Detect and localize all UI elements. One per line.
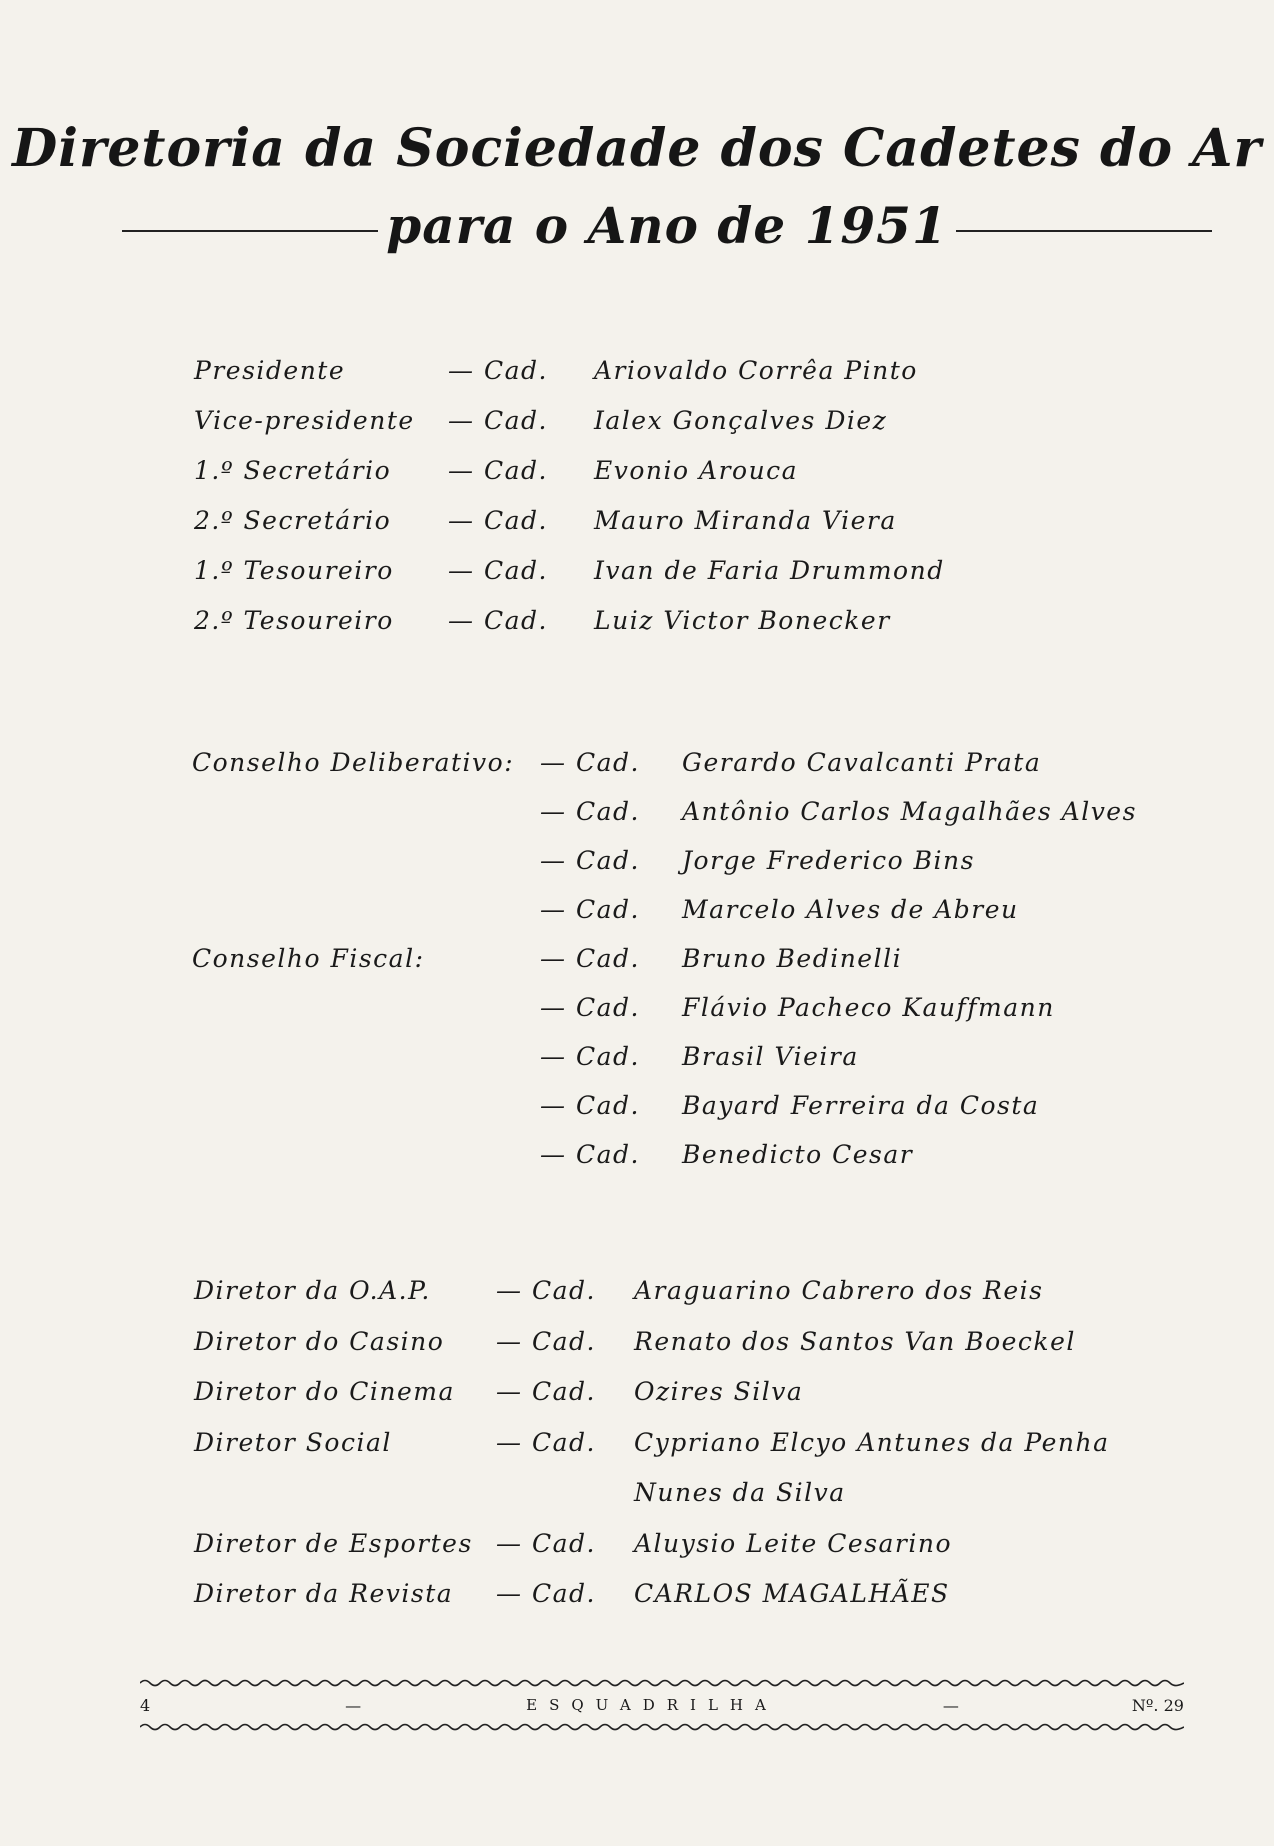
director-name: Nunes da Silva (634, 1478, 846, 1507)
director-name: CARLOS MAGALHÃES (634, 1579, 950, 1608)
board-name: Ialex Gonçalves Diez (594, 406, 888, 435)
cad-label: — Cad. (540, 797, 640, 826)
director-role: Diretor de Esportes (194, 1528, 473, 1558)
cad-label: — Cad. (496, 1528, 596, 1558)
cad-label: — Cad. (540, 993, 640, 1022)
footer-wave-top (140, 1678, 1184, 1688)
board-name: Mauro Miranda Viera (594, 506, 897, 535)
subtitle-rule-right (956, 230, 1212, 232)
director-name: Cypriano Elcyo Antunes da Penha (634, 1427, 1110, 1457)
director-name: Renato dos Santos Van Boeckel (634, 1326, 1076, 1356)
board-role: Presidente (194, 356, 346, 385)
board-name: Evonio Arouca (594, 456, 799, 485)
cad-label: — Cad. (496, 1326, 596, 1356)
council-member-name: Bruno Bedinelli (682, 944, 903, 973)
page-number: 4 (140, 1695, 151, 1715)
council-member-name: Antônio Carlos Magalhães Alves (682, 797, 1137, 826)
cad-label: — Cad. (496, 1377, 596, 1406)
director-role: Diretor do Casino (194, 1326, 445, 1356)
council-member-name: Jorge Frederico Bins (682, 846, 975, 875)
council-member-name: Gerardo Cavalcanti Prata (682, 748, 1042, 777)
cad-label: — Cad. (448, 606, 548, 635)
board-role: 1.º Secretário (194, 456, 392, 485)
cad-label: — Cad. (496, 1579, 596, 1608)
footer-dash-left: — (345, 1695, 362, 1715)
page-title: Diretoria da Sociedade dos Cadetes do Ar (12, 118, 1262, 179)
cad-label: — Cad. (540, 1042, 640, 1071)
council-member-name: Flávio Pacheco Kauffmann (682, 993, 1055, 1022)
council-member-name: Bayard Ferreira da Costa (682, 1091, 1040, 1120)
director-role: Diretor da Revista (194, 1579, 454, 1608)
subtitle-row (122, 196, 1212, 255)
cad-label: — Cad. (540, 895, 640, 924)
council-member-name: Benedicto Cesar (682, 1140, 914, 1169)
cad-label: — Cad. (448, 556, 548, 585)
page-footer (140, 1678, 1184, 1732)
subtitle-rule-left (122, 230, 378, 232)
cad-label: — Cad. (496, 1427, 596, 1457)
cad-label: — Cad. (540, 1091, 640, 1120)
board-name: Luiz Victor Bonecker (594, 606, 891, 635)
cad-label: — Cad. (540, 748, 640, 777)
director-role: Diretor do Cinema (194, 1377, 455, 1406)
footer-wave-bottom (140, 1722, 1184, 1732)
cad-label: — Cad. (540, 944, 640, 973)
director-role: Diretor da O.A.P. (194, 1276, 431, 1305)
footer-text-row (140, 1688, 1184, 1722)
cad-label: — Cad. (448, 406, 548, 435)
board-name: Ivan de Faria Drummond (594, 556, 945, 585)
cad-label: — Cad. (448, 356, 548, 385)
cad-label: — Cad. (540, 1140, 640, 1169)
magazine-name: ESQUADRILHA (526, 1696, 778, 1714)
director-name: Aluysio Leite Cesarino (634, 1528, 953, 1558)
board-name: Ariovaldo Corrêa Pinto (594, 356, 918, 385)
council-member-name: Brasil Vieira (682, 1042, 859, 1071)
cad-label: — Cad. (448, 506, 548, 535)
board-role: 2.º Secretário (194, 506, 392, 535)
cad-label: — Cad. (540, 846, 640, 875)
issue-number: Nº. 29 (1131, 1695, 1184, 1715)
cad-label: — Cad. (496, 1276, 596, 1305)
footer-dash-right: — (942, 1695, 959, 1715)
council-member-name: Marcelo Alves de Abreu (682, 895, 1019, 924)
director-role: Diretor Social (194, 1427, 392, 1457)
page-subtitle: para o Ano de 1951 (386, 196, 948, 255)
board-role: 1.º Tesoureiro (194, 556, 394, 585)
cad-label: — Cad. (448, 456, 548, 485)
director-name: Araguarino Cabrero dos Reis (634, 1276, 1044, 1305)
council-group-label: Conselho Deliberativo: (192, 748, 515, 777)
board-role: 2.º Tesoureiro (194, 606, 394, 635)
board-role: Vice-presidente (194, 406, 415, 435)
director-name: Ozires Silva (634, 1377, 804, 1406)
council-group-label: Conselho Fiscal: (192, 944, 425, 973)
